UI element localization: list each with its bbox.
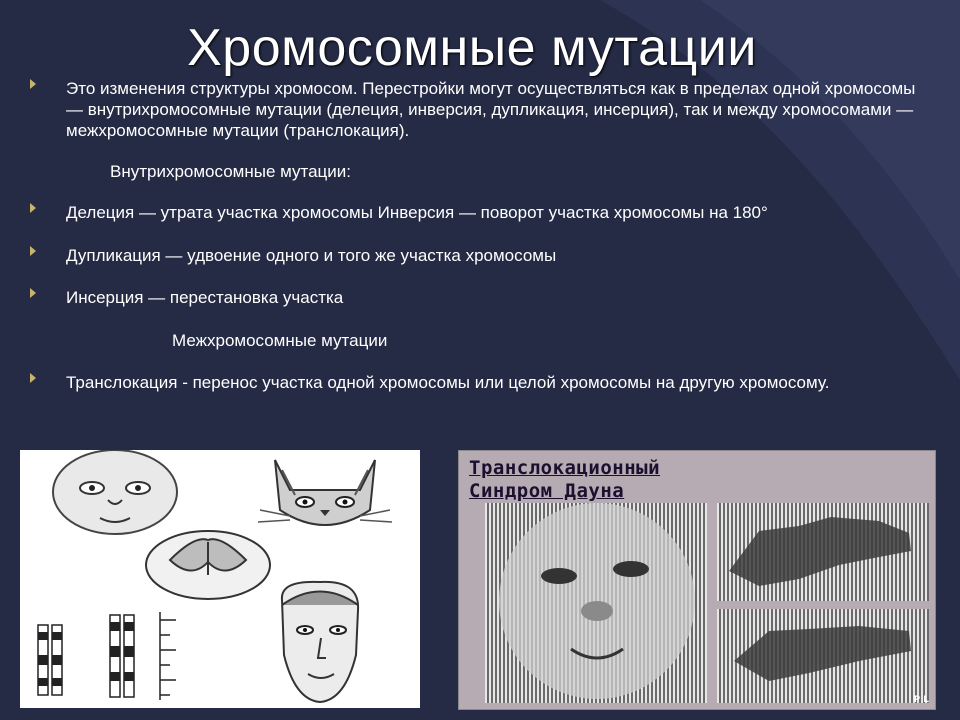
deletion-text: Делеция — утрата участка хромосомы Инверсия — поворот участка хромосомы на 180° bbox=[66, 203, 768, 222]
bullet-item-definition bbox=[30, 78, 930, 141]
larynx-drawing bbox=[146, 531, 270, 599]
intra-header-row bbox=[30, 161, 930, 182]
boy-face-drawing bbox=[282, 582, 358, 702]
translocation-text: Транслокация - перенос участка одной хромосомы или целой хромосомы на другую хромосому. bbox=[66, 373, 830, 392]
bullet-item-deletion bbox=[30, 202, 930, 223]
figure-illustrations bbox=[20, 450, 420, 708]
chromosomes-drawing bbox=[38, 612, 176, 700]
caption-line-1: Транслокационный bbox=[469, 457, 661, 479]
inter-header: Межхромосомные мутации bbox=[172, 331, 388, 350]
infant-face-drawing bbox=[53, 450, 177, 534]
bullet-item-insertion bbox=[30, 287, 930, 308]
insertion-text: Инсерция — перестановка участка bbox=[66, 288, 344, 307]
bullet-item-duplication bbox=[30, 245, 930, 266]
bullet-icon bbox=[30, 373, 36, 383]
inter-header-row bbox=[30, 330, 930, 351]
cat-face-drawing bbox=[258, 460, 392, 525]
baby-face-photo bbox=[485, 503, 707, 703]
bullet-icon bbox=[30, 246, 36, 256]
slide-title: Хромосомные мутации bbox=[187, 19, 757, 77]
figure-down-syndrome bbox=[458, 450, 936, 710]
bullet-item-translocation bbox=[30, 372, 930, 393]
bullet-icon bbox=[30, 203, 36, 213]
definition-text: Это изменения структуры хромосом. Перестройки могут осуществляться как в пределах одной хромосомы — внутрихромосомные мутации (делеция, инверсия, дупликация, инсерция), так и между хромосомами — межхромосомные мутации (транслокация). bbox=[66, 79, 916, 140]
slide-body bbox=[30, 78, 930, 393]
intra-header: Внутрихромосомные мутации: bbox=[110, 162, 352, 181]
figure-caption bbox=[469, 457, 660, 503]
bullet-icon bbox=[30, 79, 36, 89]
illustrations-drawing bbox=[20, 450, 420, 708]
caption-line-2: Синдром Дауна bbox=[469, 480, 625, 502]
duplication-text: Дупликация — удвоение одного и того же участка хромосомы bbox=[66, 246, 557, 265]
bullet-icon bbox=[30, 288, 36, 298]
corner-mark: P L bbox=[913, 695, 929, 705]
